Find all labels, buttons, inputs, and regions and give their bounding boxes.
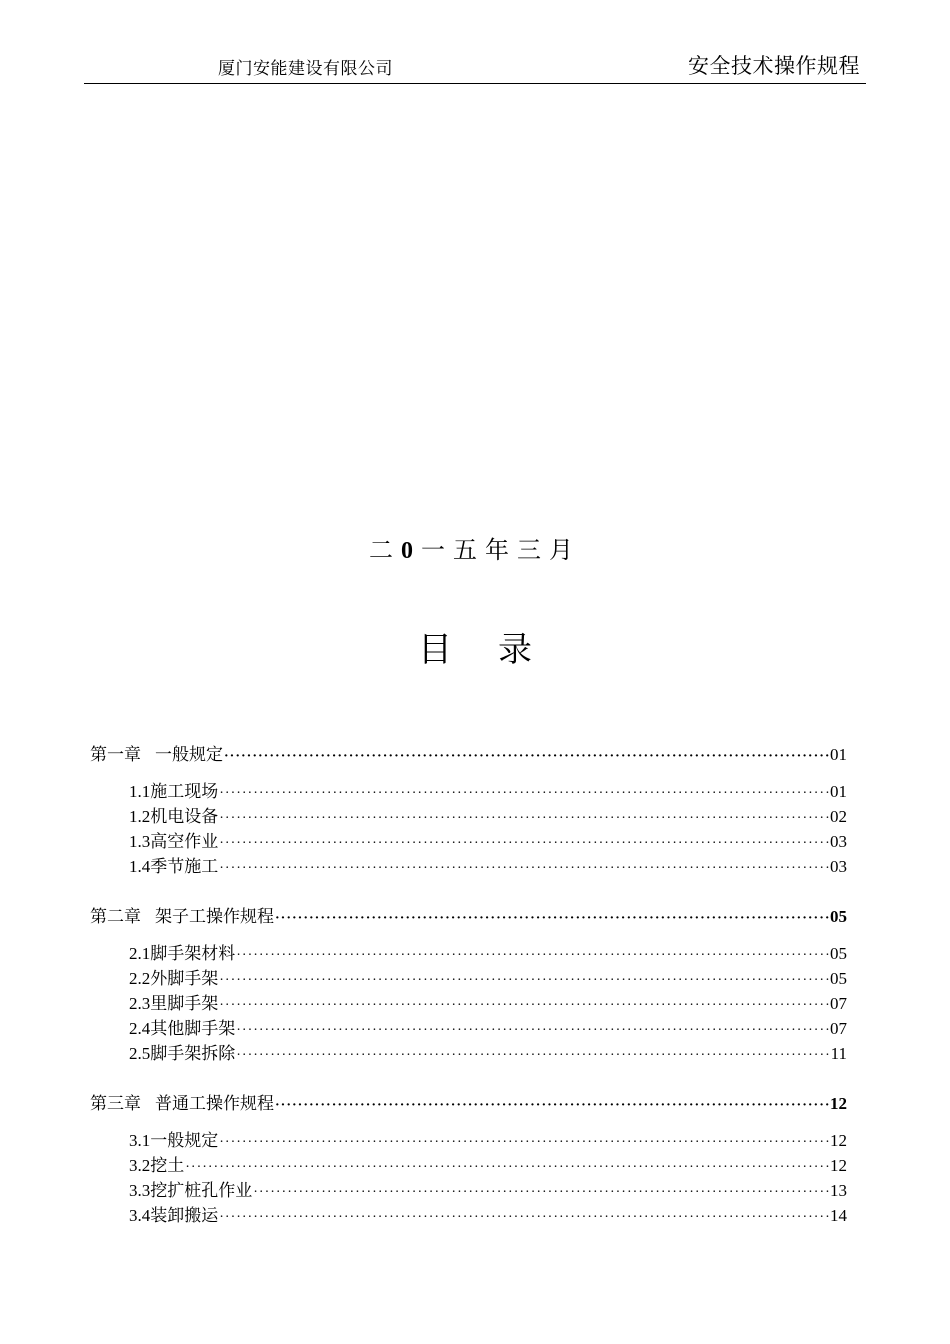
section-number: 1.1 [129, 782, 151, 801]
dot-leader [275, 906, 829, 929]
toc-section-row[interactable] [90, 941, 847, 966]
toc-chapter-row[interactable] [90, 904, 847, 929]
chapter-label: 第二章 [90, 907, 141, 927]
toc-chapter-row[interactable] [90, 742, 847, 767]
section-title: 高空作业 [150, 832, 219, 852]
section-page-number: 12 [830, 1156, 847, 1175]
toc-title: 目录 [418, 630, 578, 670]
dot-leader [219, 968, 829, 991]
toc-section-row[interactable] [90, 1041, 847, 1066]
header-company: 厦门安能建设有限公司 [218, 59, 393, 79]
section-page-number: 01 [830, 782, 847, 801]
section-title: 季节施工 [150, 857, 219, 877]
dot-leader [219, 1205, 829, 1228]
section-number: 1.3 [129, 832, 151, 851]
date-part2: 一五年三月 [421, 536, 581, 564]
dot-leader [185, 1155, 829, 1178]
dot-leader [275, 1093, 829, 1116]
chapter-label: 第三章 [90, 1094, 141, 1114]
section-title: 挖扩桩孔作业 [150, 1181, 253, 1201]
section-title: 装卸搬运 [150, 1206, 219, 1226]
date-num: 0 [401, 538, 421, 564]
section-page-number: 02 [830, 807, 847, 826]
chapter-title: 普通工操作规程 [155, 1094, 274, 1114]
chapter-label: 第一章 [90, 745, 141, 765]
chapter-page-number: 01 [830, 745, 847, 764]
dot-leader [253, 1180, 829, 1203]
toc-section-row[interactable] [90, 1016, 847, 1041]
section-page-number: 14 [830, 1206, 847, 1225]
chapter-title: 架子工操作规程 [155, 907, 274, 927]
section-title: 机电设备 [150, 807, 219, 827]
section-title: 施工现场 [150, 782, 219, 802]
section-number: 3.2 [129, 1156, 151, 1175]
chapter-title: 一般规定 [155, 745, 223, 765]
toc-section-row[interactable] [90, 779, 847, 804]
section-page-number: 11 [830, 1044, 847, 1063]
section-title: 挖土 [150, 1156, 185, 1176]
toc-section-row[interactable] [90, 1203, 847, 1228]
dot-leader [224, 744, 829, 767]
dot-leader [219, 993, 829, 1016]
section-number: 2.4 [129, 1019, 151, 1038]
chapter-page-number: 05 [830, 907, 847, 926]
dot-leader [219, 1130, 829, 1153]
toc-section-row[interactable] [90, 1128, 847, 1153]
dot-leader [219, 781, 829, 804]
cover-date [0, 530, 950, 565]
section-page-number: 13 [830, 1181, 847, 1200]
dot-leader [236, 943, 829, 966]
section-number: 3.4 [129, 1206, 151, 1225]
section-number: 3.3 [129, 1181, 151, 1200]
toc-section-row[interactable] [90, 991, 847, 1016]
toc-section-row[interactable] [90, 1178, 847, 1203]
section-page-number: 05 [830, 969, 847, 988]
section-number: 2.3 [129, 994, 151, 1013]
toc-section-row[interactable] [90, 829, 847, 854]
section-number: 2.2 [129, 969, 151, 988]
header-divider [84, 83, 866, 84]
chapter-page-number: 12 [830, 1094, 847, 1113]
toc-section-row[interactable] [90, 854, 847, 879]
section-number: 2.5 [129, 1044, 151, 1063]
dot-leader [219, 806, 829, 829]
table-of-contents [90, 742, 847, 1228]
section-title: 脚手架材料 [150, 944, 236, 964]
dot-leader [236, 1043, 829, 1066]
toc-section-row[interactable] [90, 804, 847, 829]
section-title: 一般规定 [150, 1131, 219, 1151]
section-page-number: 03 [830, 857, 847, 876]
dot-leader [219, 856, 829, 879]
section-page-number: 12 [830, 1131, 847, 1150]
section-page-number: 07 [830, 1019, 847, 1038]
toc-section-row[interactable] [90, 1153, 847, 1178]
section-number: 2.1 [129, 944, 151, 963]
section-title: 里脚手架 [150, 994, 219, 1014]
section-title: 其他脚手架 [150, 1019, 236, 1039]
section-page-number: 05 [830, 944, 847, 963]
section-number: 1.4 [129, 857, 151, 876]
section-title: 脚手架拆除 [150, 1044, 236, 1064]
section-page-number: 07 [830, 994, 847, 1013]
section-title: 外脚手架 [150, 969, 219, 989]
toc-chapter-row[interactable] [90, 1091, 847, 1116]
section-number: 3.1 [129, 1131, 151, 1150]
dot-leader [236, 1018, 829, 1041]
dot-leader [219, 831, 829, 854]
date-part1: 二 [369, 536, 401, 564]
header-doc-title: 安全技术操作规程 [688, 54, 860, 78]
section-number: 1.2 [129, 807, 151, 826]
section-page-number: 03 [830, 832, 847, 851]
toc-section-row[interactable] [90, 966, 847, 991]
